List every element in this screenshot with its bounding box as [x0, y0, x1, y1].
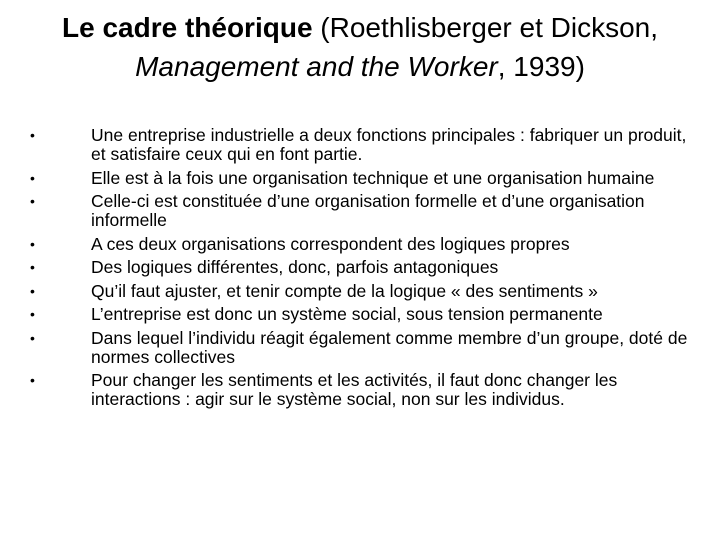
bullet-text: Celle-ci est constituée d’une organisation formelle et d’une organisation informelle — [91, 191, 645, 230]
title-year-part: , 1939) — [497, 51, 585, 82]
bullet-item — [20, 282, 700, 301]
bullet-marker: • — [30, 259, 35, 275]
title-citation-part: (Roethlisberger et Dickson, — [312, 12, 658, 43]
bullet-marker: • — [30, 282, 35, 299]
bullet-text: Elle est à la fois une organisation technique et une organisation humaine — [91, 167, 655, 188]
bullet-item — [20, 305, 700, 324]
bullet-item — [20, 169, 700, 188]
title-bold-part: Le cadre théorique — [62, 12, 313, 43]
slide-title — [60, 8, 660, 86]
bullet-text: Pour changer les sentiments et les activités, il faut donc changer les interactions : agir sur le système social, non sur les individus. — [91, 370, 618, 409]
bullet-text: Des logiques différentes, donc, parfois antagoniques — [91, 257, 499, 277]
bullet-marker: • — [30, 127, 35, 143]
bullet-item — [20, 329, 700, 367]
bullet-marker: • — [30, 193, 35, 209]
bullet-marker: • — [30, 169, 35, 186]
bullet-marker: • — [30, 329, 35, 346]
bullet-marker: • — [30, 306, 35, 322]
bullet-text: Dans lequel l’individu réagit également comme membre d’un groupe, doté de normes collectives — [91, 327, 688, 367]
bullet-list — [20, 126, 700, 414]
bullet-marker: • — [30, 235, 35, 252]
bullet-text: Une entreprise industrielle a deux fonctions principales : fabriquer un produit, et satisfaire ceux qui en font partie. — [91, 125, 687, 164]
title-book-title: Management and the Worker — [135, 51, 498, 82]
bullet-text: Qu’il faut ajuster, et tenir compte de la logique « des sentiments » — [91, 280, 598, 301]
bullet-item — [20, 258, 700, 277]
bullet-item — [20, 192, 700, 230]
bullet-marker: • — [30, 372, 35, 388]
bullet-item — [20, 235, 700, 254]
bullet-text: L’entreprise est donc un système social, sous tension permanente — [91, 304, 603, 324]
bullet-item — [20, 371, 700, 409]
bullet-text: A ces deux organisations correspondent des logiques propres — [91, 233, 570, 254]
bullet-item — [20, 126, 700, 164]
